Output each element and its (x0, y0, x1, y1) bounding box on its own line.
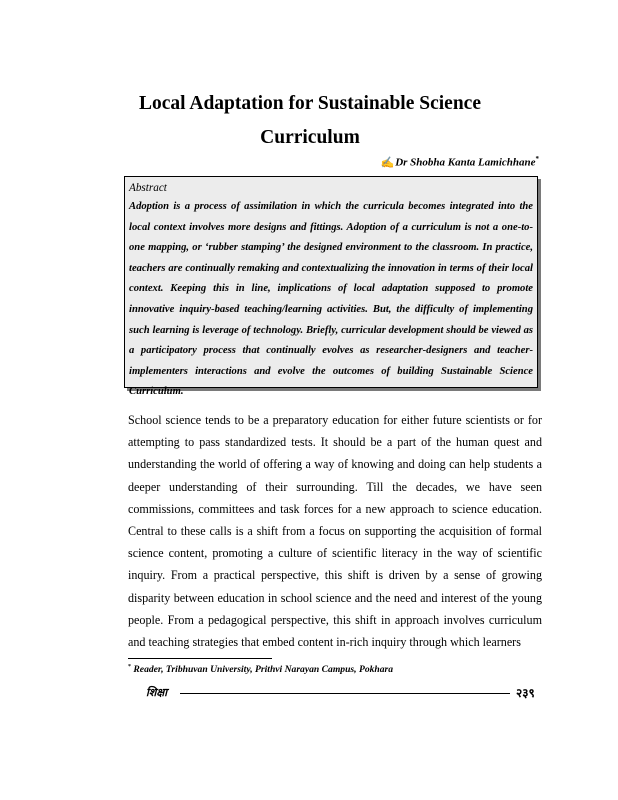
author-footnote-marker: * (535, 155, 539, 163)
pen-icon: ✍ (380, 156, 395, 169)
journal-name: शिक्षा (146, 687, 168, 699)
footnote (128, 664, 393, 675)
abstract-box (124, 176, 538, 398)
author-line (381, 155, 540, 169)
author-name: Dr Shobha Kanta Lamichhane (395, 156, 536, 169)
abstract-text: Adoption is a process of assimilation in which the curricula becomes integrated into the local context involves more designs and fittings. Adoption of a curriculum is not a one-to-one mapping, or ‘rubber stamping’ the designed environment to the classroom. In practice, teachers are continually remaking and contextualizing the innovation in terms of their local context. Keeping this in line, implications of local adaptation supposed to promote innovative inquiry-based teaching/learning activities. But, the difficulty of implementing such learning is leverage of technology. Briefly, curricular development should be viewed as a participatory process that continually evolves as researcher-designers and teacher-implementers interactions and evolve the outcomes of building Sustainable Science Curriculum. (129, 201, 533, 398)
abstract-heading: Abstract (129, 182, 167, 194)
body-paragraph: School science tends to be a preparatory education for either future scientists or for attempting to pass standardized tests. It should be a part of the human quest and understanding the world of offering a way of knowing and doing can help students a deeper understanding of their surrounding. Till the decades, we have seen commissions, committees and task forces for a new approach to science education. Central to these calls is a shift from a focus on supporting the acquisition of formal science content, promoting a culture of scientific literacy in the way of scientific inquiry. From a practical perspective, this shift is driven by a sense of growing disparity between education in school science and the need and interest of the young people. From a pedagogical perspective, this shift in approach involves curriculum and teaching strategies that embed content in-rich inquiry through which learners (128, 413, 542, 650)
page-number: २३९ (516, 686, 535, 700)
footnote-text: Reader, Tribhuvan University, Prithvi Narayan Campus, Pokhara (133, 664, 394, 676)
footnote-rule (128, 658, 272, 659)
footnote-marker: * (128, 664, 131, 670)
paper-title-line-2: Curriculum (260, 127, 360, 148)
paper-title-line-1: Local Adaptation for Sustainable Science (138, 93, 481, 114)
footer-rule (180, 693, 510, 694)
